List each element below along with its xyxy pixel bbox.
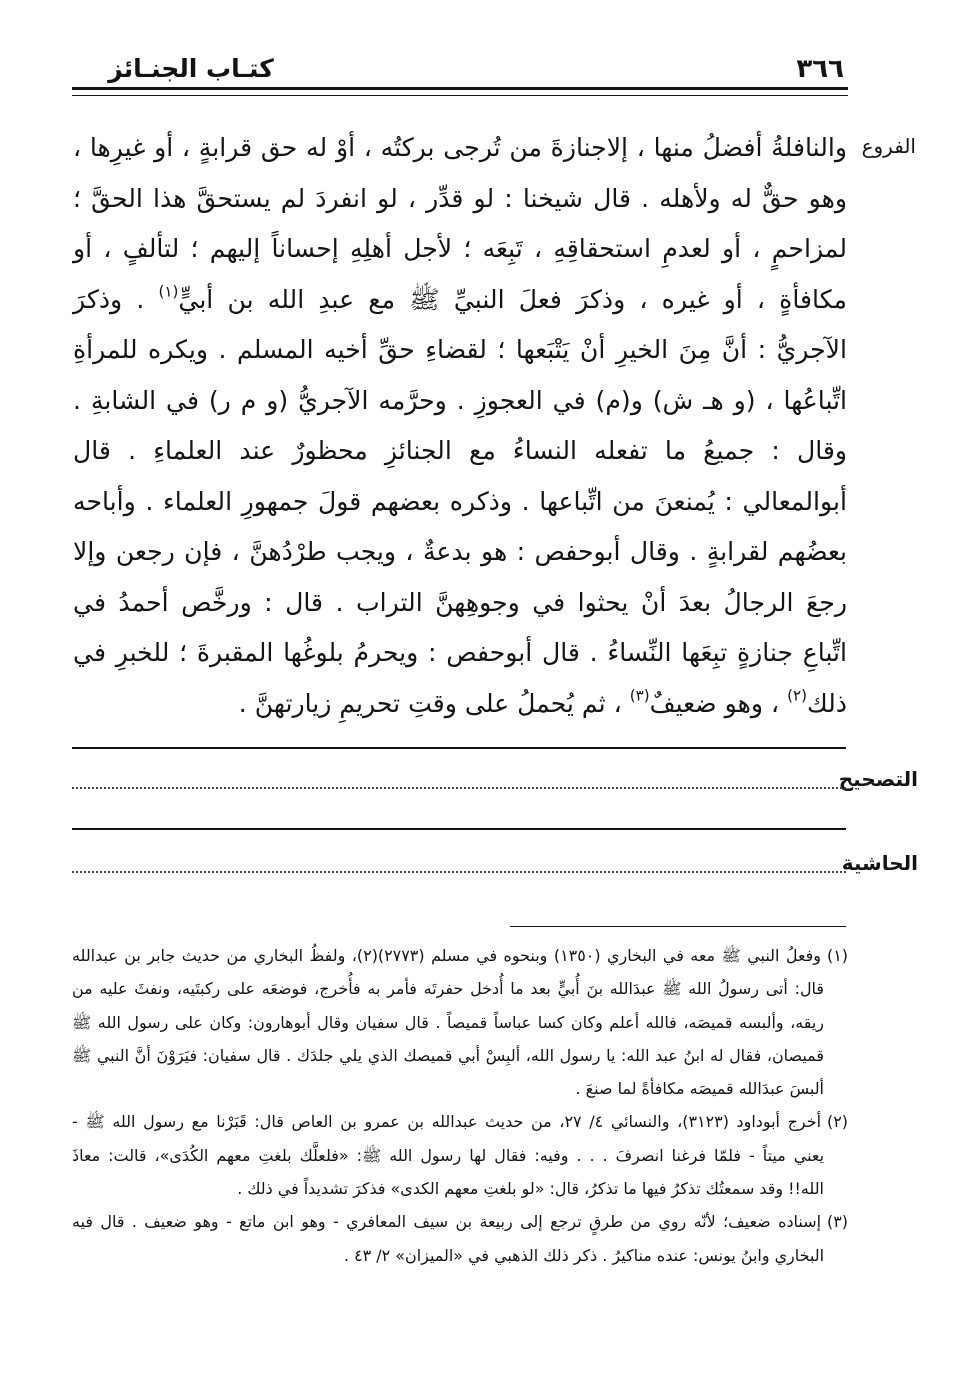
footnote-1-line bbox=[72, 1072, 824, 1105]
footnote-1-line bbox=[72, 939, 848, 972]
text-segment: مكافأةٍ ، أو غيره ، وذكرَ فعلَ النبيِّ ﷺ مع عبدِ الله بن أبيٍّ bbox=[178, 284, 847, 314]
margin-notes-label: الحاشية bbox=[841, 851, 918, 875]
text-segment: وهو حقٌّ له ولأهله . قال شيخنا : لو قدِّر ، لو انفردَ لم يستحقَّ هذا الحقَّ ؛ bbox=[73, 183, 847, 213]
text-segment: اتِّباعِ جنازةٍ تبِعَها النِّساءُ . قال أبوحفص : ويحرمُ بلوغُها المقبرةَ ؛ للخبرِ في bbox=[73, 638, 847, 667]
footnote-text: ريقه، وألبسه قميصَه، فالله أعلم وكان كسا عباساً قميصاً . قال سفيان وقال أبوهارون: وكان على رسول الله ﷺ bbox=[72, 1012, 824, 1032]
text-segment: أبوالمعالي : يُمنعنَ من اتِّباعها . وذكره بعضهم قولَ جمهورِ العلماء . وأباحه bbox=[73, 486, 847, 516]
text-segment: بعضُهم لقرابةٍ . وقال أبوحفص : هو بدعةٌ ، ويجب طرْدُهنَّ ، فإن رجعن وإلا bbox=[73, 537, 847, 566]
main-text bbox=[73, 123, 847, 729]
corrections-label: التصحيح bbox=[838, 767, 918, 791]
footnotes bbox=[72, 939, 848, 1272]
footnote-text: إسناده ضعيف؛ لأنّه روي من طرقٍ ترجع إلى ربيعة بن سيف المعافري - وهو ابن ماتع - وهو ضعيف . قال فيه bbox=[72, 1212, 821, 1232]
footnote-text: أخرج أبوداود (٣١٢٣)، والنسائي ٤/ ٢٧، من حديث عبدالله بن عمرو بن العاص قال: قَبَرْنا مع رسول الله ﷺ - bbox=[72, 1112, 821, 1132]
footnote-ref-2: (٢) bbox=[787, 686, 807, 705]
footnote-text: قميصان، فقال له ابنُ عبد الله: يا رسول الله، ألبِسْ أبي قميصك الذي يلي جلدَك . قال سفيان: فيَرَوْنَ أنَّ النبي ﷺ bbox=[72, 1045, 824, 1065]
footnote-1-line bbox=[72, 1006, 824, 1039]
text-line bbox=[73, 527, 847, 578]
footnote-ref-3: (٣) bbox=[629, 686, 650, 705]
text-line bbox=[73, 426, 847, 477]
footnote-number: (١) bbox=[827, 946, 848, 965]
text-line bbox=[73, 578, 847, 629]
footnote-separator bbox=[510, 926, 846, 927]
margin-notes-rule bbox=[72, 828, 846, 830]
footnote-text: البخاري وابنُ يونس: عنده مناكيرُ . ذكر ذلك الذهبي في «الميزان» ٢/ ٤٣ . bbox=[343, 1245, 824, 1265]
text-line bbox=[73, 477, 847, 528]
footnote-number: (٣) bbox=[827, 1212, 848, 1232]
footnote-text: ألبسَ عبدَالله قميصَه مكافأةً لما صنعَ . bbox=[575, 1079, 824, 1099]
text-line bbox=[73, 224, 847, 275]
footnote-2-line bbox=[72, 1139, 824, 1172]
margin-label: الفروع bbox=[861, 134, 916, 158]
text-segment: اتِّباعُها ، (و هـ ش) و(م) في العجوزِ . وحرَّمه الآجريُّ (و م ر) في الشابةِ . bbox=[73, 385, 847, 415]
footnote-text: الله!! وقد سمعتُك تذكرُ فيها ما تذكرُ، قال: «لو بلغتِ معهم الكدى» فذكرَ تشديداً في ذلك . bbox=[237, 1179, 824, 1199]
text-line bbox=[73, 174, 847, 225]
text-segment: ذلك bbox=[806, 688, 847, 718]
footnote-text: يعني ميتاً - فلمّا فرغنا انصرفَ . . . وفيه: فقال لها رسول الله ﷺ: «فلعلَّك بلغتِ معهم الكُدَى»، قالت: معاذَ bbox=[72, 1145, 824, 1165]
header-rule-thick bbox=[72, 87, 848, 90]
text-line bbox=[73, 679, 847, 730]
text-line bbox=[73, 628, 847, 679]
footnote-text: قال: أتى رسولُ الله ﷺ عبدَالله بنَ أُبيٍّ بعد ما أُدخل حفرتَه فأمر به فأُخرج، فوضعَه على ركبتَيه، ونفثَ عليه من bbox=[72, 979, 824, 999]
text-line bbox=[73, 123, 847, 174]
text-segment: الآجريُّ : أنَّ مِنَ الخيرِ أنْ يَتْبَعها ؛ لقضاءِ حقِّ أخيه المسلم . ويكره للمرأةِ bbox=[73, 335, 847, 364]
text-segment: وقال : جميعُ ما تفعله النساءُ مع الجنائزِ محظورٌ عند العلماءِ . قال bbox=[73, 436, 847, 465]
footnote-1-line bbox=[72, 972, 824, 1005]
corrections-dotted-line bbox=[72, 787, 846, 789]
margin-notes-dotted-line bbox=[72, 871, 846, 873]
text-line bbox=[73, 275, 847, 326]
footnote-2-line bbox=[72, 1105, 848, 1138]
running-header-title: كتـاب الجنـائز bbox=[108, 54, 274, 83]
text-segment: رجعَ الرجالُ بعدَ أنْ يحثوا في وجوهِهنَّ التراب . قال : ورخَّص أحمدُ في bbox=[73, 587, 847, 617]
footnote-2-line bbox=[72, 1172, 824, 1205]
text-segment: ، ثم يُحملُ على وقتِ تحريمِ زيارتهنَّ . bbox=[238, 688, 630, 718]
corrections-rule bbox=[72, 747, 846, 749]
footnote-3-line bbox=[72, 1205, 848, 1238]
text-segment: ، وهو ضعيفٌ bbox=[649, 688, 788, 718]
text-line bbox=[73, 325, 847, 376]
text-line bbox=[73, 376, 847, 427]
text-segment: لمزاحمٍ ، أو لعدمِ استحقاقِهِ ، تَبِعَه ؛ لأجل أهلِهِ إحساناً إليهم ؛ لتألفٍ ، أو bbox=[73, 234, 847, 263]
text-segment: . وذكرَ bbox=[73, 284, 159, 314]
footnote-1-line bbox=[72, 1039, 824, 1072]
footnote-3-line bbox=[72, 1239, 824, 1272]
footnote-number: (٢) bbox=[827, 1112, 848, 1132]
footnote-ref-1: (١) bbox=[158, 282, 179, 301]
page-number: ٣٦٦ bbox=[796, 54, 844, 84]
footnote-text: وفعلُ النبي ﷺ معه في البخاري (١٣٥٠) وبنحوه في مسلم (٢٧٧٣)(٢)، ولفظُ البخاري من حديث جابر بن عبدالله bbox=[72, 946, 821, 965]
header-rule-thin bbox=[72, 95, 848, 96]
text-segment: والنافلةُ أفضلُ منها ، إلاجنازةَ من تُرجى بركتُه ، أوْ له حق قرابةٍ ، أو غيرِها ، bbox=[73, 133, 847, 162]
